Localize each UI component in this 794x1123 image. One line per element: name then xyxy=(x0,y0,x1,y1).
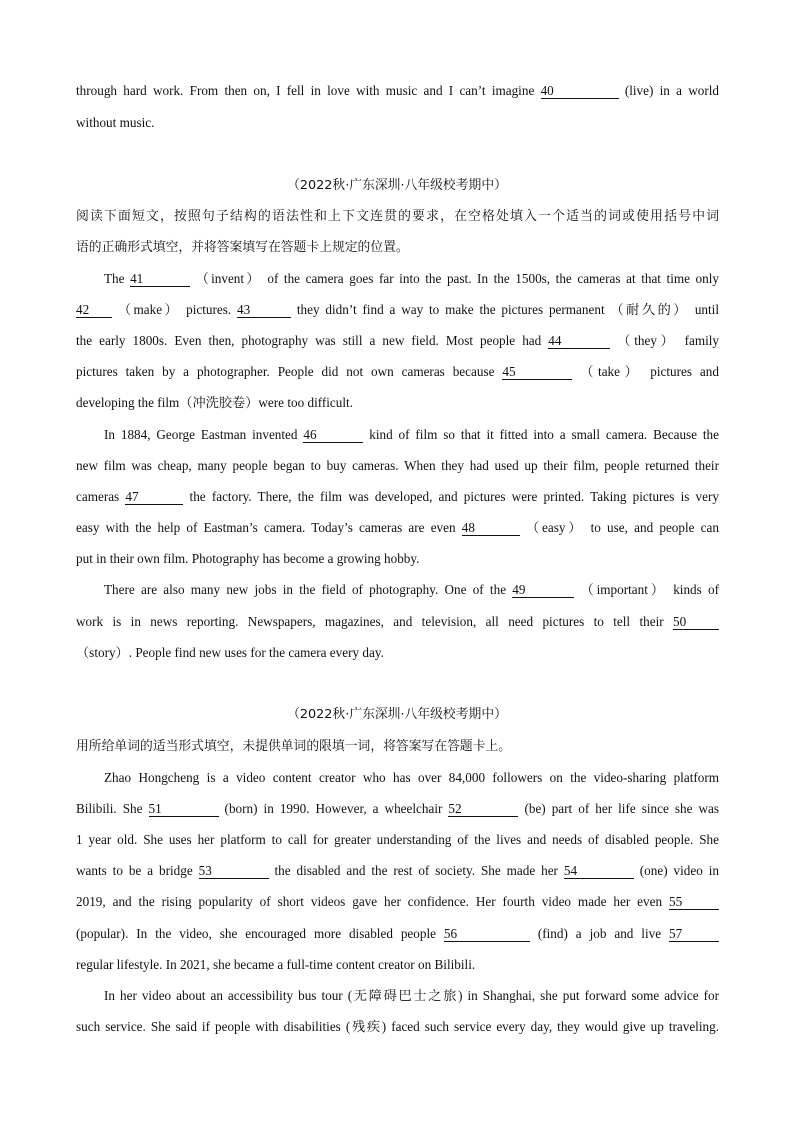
answer-blank[interactable]: 57 xyxy=(669,926,719,942)
text-line: wants to be a bridge 53 the disabled and the rest of society. She made her 54 (one) video in xyxy=(76,863,719,878)
text-line: through hard work. From then on, I fell in love with music and I can’t imagine 40 (live) in a world xyxy=(76,83,720,98)
text-line: In 1884, George Eastman invented 46 kind of film so that it fitted into a small camera. Because the xyxy=(104,427,720,442)
instruction-line: 阅读下面短文，按照句子结构的语法性和上下文连贯的要求，在空格处填入一个适当的词或使用括号中词 xyxy=(76,209,719,224)
answer-blank[interactable]: 51 xyxy=(149,801,219,817)
text-line: In her video about an accessibility bus tour (无障碍巴士之旅) in Shanghai, she put forward some advice for xyxy=(104,988,719,1003)
text-line: Bilibili. She 51 (born) in 1990. However, a wheelchair 52 (be) part of her life since she was xyxy=(76,801,719,816)
answer-blank[interactable]: 56 xyxy=(444,926,530,942)
text-line: 2019, and the rising popularity of short videos gave her confidence. Her fourth video made her even 55 xyxy=(76,893,719,911)
answer-blank[interactable]: 46 xyxy=(303,427,363,443)
instruction-line: 语的正确形式填空，并将答案填写在答题卡上规定的位置。 xyxy=(76,240,409,255)
text-line: pictures taken by a photographer. People did not own cameras because 45 （take） pictures and xyxy=(76,364,719,379)
answer-blank[interactable]: 55 xyxy=(669,894,719,910)
text-line: put in their own film. Photography has become a growing hobby. xyxy=(76,551,420,566)
source-label: （2022秋·广东深圳·八年级校考期中） xyxy=(287,178,507,193)
text-line: 1 year old. She uses her platform to call for greater understanding of the lives and needs of disabled people. She xyxy=(76,832,719,847)
text-line: Zhao Hongcheng is a video content creator who has over 84,000 followers on the video-sharing platform xyxy=(104,770,719,785)
answer-blank[interactable]: 42 xyxy=(76,302,112,318)
text-line: cameras 47 the factory. There, the film was developed, and pictures were printed. Taking pictures is very xyxy=(76,489,719,504)
answer-blank[interactable]: 40 xyxy=(541,83,619,99)
text-line: The 41 （invent） of the camera goes far into the past. In the 1500s, the cameras at that time only xyxy=(104,271,719,286)
text-line: without music. xyxy=(76,115,155,130)
answer-blank[interactable]: 43 xyxy=(237,302,291,318)
answer-blank[interactable]: 48 xyxy=(462,520,520,536)
answer-blank[interactable]: 41 xyxy=(130,271,190,287)
answer-blank[interactable]: 45 xyxy=(502,364,572,380)
text-line: （story）. People find new uses for the camera every day. xyxy=(76,645,384,660)
text-line: new film was cheap, many people began to buy cameras. When they had used up their film, people returned their xyxy=(76,458,719,473)
text-line: regular lifestyle. In 2021, she became a full-time content creator on Bilibili. xyxy=(76,957,476,972)
source-label: （2022秋·广东深圳·八年级校考期中） xyxy=(287,707,507,722)
answer-blank[interactable]: 49 xyxy=(512,582,574,598)
answer-blank[interactable]: 47 xyxy=(125,489,183,505)
answer-blank[interactable]: 44 xyxy=(548,333,610,349)
answer-blank[interactable]: 52 xyxy=(448,801,518,817)
text-line: There are also many new jobs in the field of photography. One of the 49 （important） kinds of xyxy=(104,582,719,597)
text-line: work is in news reporting. Newspapers, magazines, and television, all need pictures to tell their 50 xyxy=(76,613,719,631)
answer-blank[interactable]: 53 xyxy=(199,863,269,879)
answer-blank[interactable]: 54 xyxy=(564,863,634,879)
text-line: easy with the help of Eastman’s camera. Today’s cameras are even 48 （easy） to use, and people can xyxy=(76,520,719,535)
text-line: 42 （make） pictures. 43 they didn’t find a way to make the pictures permanent （耐久的） until xyxy=(76,302,719,317)
text-line: developing the film（冲洗胶卷）were too difficult. xyxy=(76,395,354,410)
answer-blank[interactable]: 50 xyxy=(673,614,719,630)
text-line: such service. She said if people with disabilities (残疾) faced such service every day, they would give up traveling. xyxy=(76,1019,719,1034)
instruction-line: 用所给单词的适当形式填空，未提供单词的限填一词，将答案写在答题卡上。 xyxy=(76,739,512,754)
text-line: (popular). In the video, she encouraged more disabled people 56 (find) a job and live 57 xyxy=(76,925,719,943)
text-line: the early 1800s. Even then, photography was still a new field. Most people had 44 （they） family xyxy=(76,333,719,348)
